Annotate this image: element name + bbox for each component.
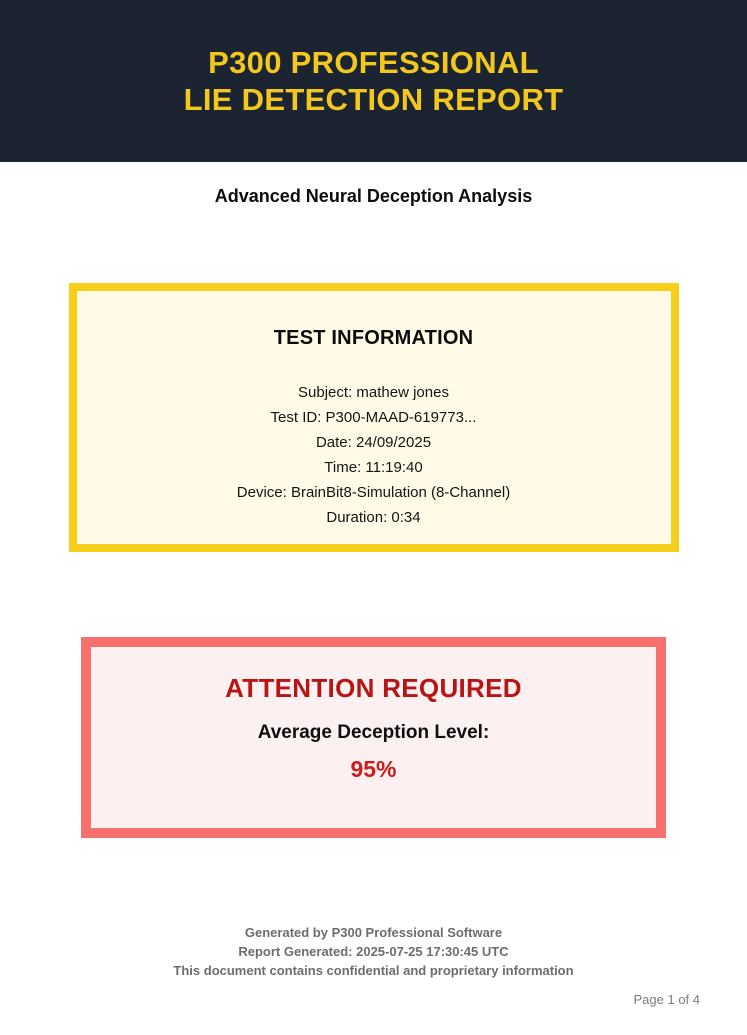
report-subtitle: Advanced Neural Deception Analysis [214, 186, 533, 206]
footer-confidential-notice: This document contains confidential and proprietary information [173, 963, 574, 978]
report-title-line2: LIE DETECTION REPORT [183, 82, 564, 117]
attention-required-card [81, 637, 666, 838]
deception-level-label: Average Deception Level: [257, 722, 490, 743]
report-title [184, 44, 564, 118]
test-information-card [69, 283, 679, 552]
deception-level-value: 95% [350, 756, 397, 782]
footer-report-generated: Report Generated: 2025-07-25 17:30:45 UTC [238, 944, 509, 959]
info-row-date: Date: 24/09/2025 [315, 434, 432, 451]
info-row-subject: Subject: mathew jones [298, 384, 449, 401]
page-number: Page 1 of 4 [633, 992, 700, 1007]
report-header-banner [0, 0, 747, 162]
info-row-device: Device: BrainBit8-Simulation (8-Channel) [236, 484, 511, 501]
info-row-test-id: Test ID: P300-MAAD-619773... [270, 409, 477, 426]
footer-generated-by: Generated by P300 Professional Software [244, 925, 503, 940]
info-row-duration: Duration: 0:34 [326, 509, 421, 526]
test-information-title: TEST INFORMATION [273, 327, 474, 349]
report-title-line1: P300 PROFESSIONAL [208, 45, 539, 80]
report-footer [0, 923, 747, 980]
info-row-time: Time: 11:19:40 [324, 459, 423, 476]
attention-title: ATTENTION REQUIRED [225, 673, 522, 703]
